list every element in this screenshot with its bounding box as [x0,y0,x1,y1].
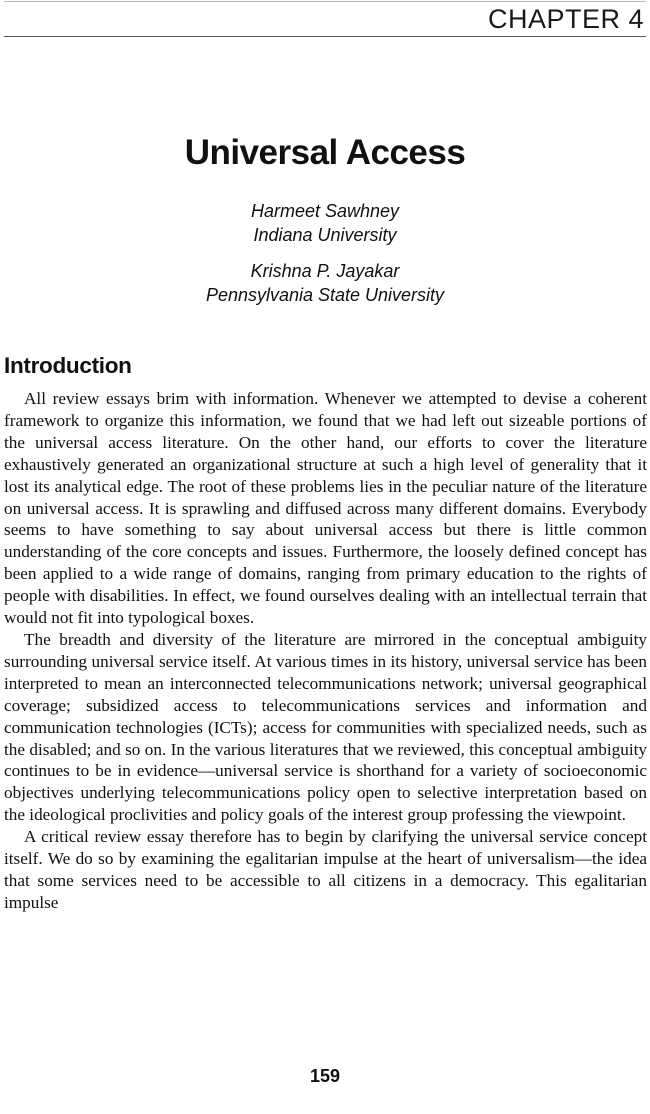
author-affiliation: Pennsylvania State University [205,285,445,305]
header-rule [4,36,646,37]
author-name: Harmeet Sawhney [250,201,400,221]
paragraph: The breadth and diversity of the literature are mirrored in the conceptual ambiguity surrounding universal service itself. At various times in its history, universal service has been interpreted to mean an interconnected telecommunications network; universal geographical coverage; subsidized access to telecommunications services and information and communication technologies (ICTs); access for communities with specialized needs, such as the disabled; and so on. In the various literatures that we reviewed, this conceptual ambiguity continues to be in evidence—universal service is shorthand for a variety of socioeconomic objectives underlying telecommunications policy open to selective interpretation based on the ideological proclivities and policy goals of the interest group professing the viewpoint. [4,629,647,825]
body-text [4,388,647,914]
author-list [0,199,650,319]
chapter-label: CHAPTER 4 [487,4,644,34]
section-heading: Introduction [4,353,132,378]
author-1 [0,199,650,247]
author-affiliation: Indiana University [253,225,397,245]
page-number: 159 [309,1066,341,1086]
paragraph: All review essays brim with information. Whenever we attempted to devise a coherent framework to organize this information, we found that we had left out sizeable portions of the universal access literature. On the other hand, our efforts to cover the literature exhaustively generated an organizational structure at such a high level of generality that it lost its analytical edge. The root of these problems lies in the peculiar nature of the literature on universal access. It is sprawling and diffused across many different domains. Everybody seems to have something to say about universal access but there is little common understanding of the core concepts and issues. Furthermore, the loosely defined concept has been applied to a wide range of domains, ranging from primary education to the rights of people with disabilities. In effect, we found ourselves dealing with an intellectual terrain that would not fit into typological boxes. [4,389,647,628]
author-2 [0,259,650,307]
author-name: Krishna P. Jayakar [250,261,400,281]
paragraph: A critical review essay therefore has to begin by clarifying the universal service concept itself. We do so by examining the egalitarian impulse at the heart of universalism—the idea that some services need to be accessible to all citizens in a democracy. This egalitarian impulse [4,827,647,912]
chapter-title: Universal Access [184,133,466,172]
